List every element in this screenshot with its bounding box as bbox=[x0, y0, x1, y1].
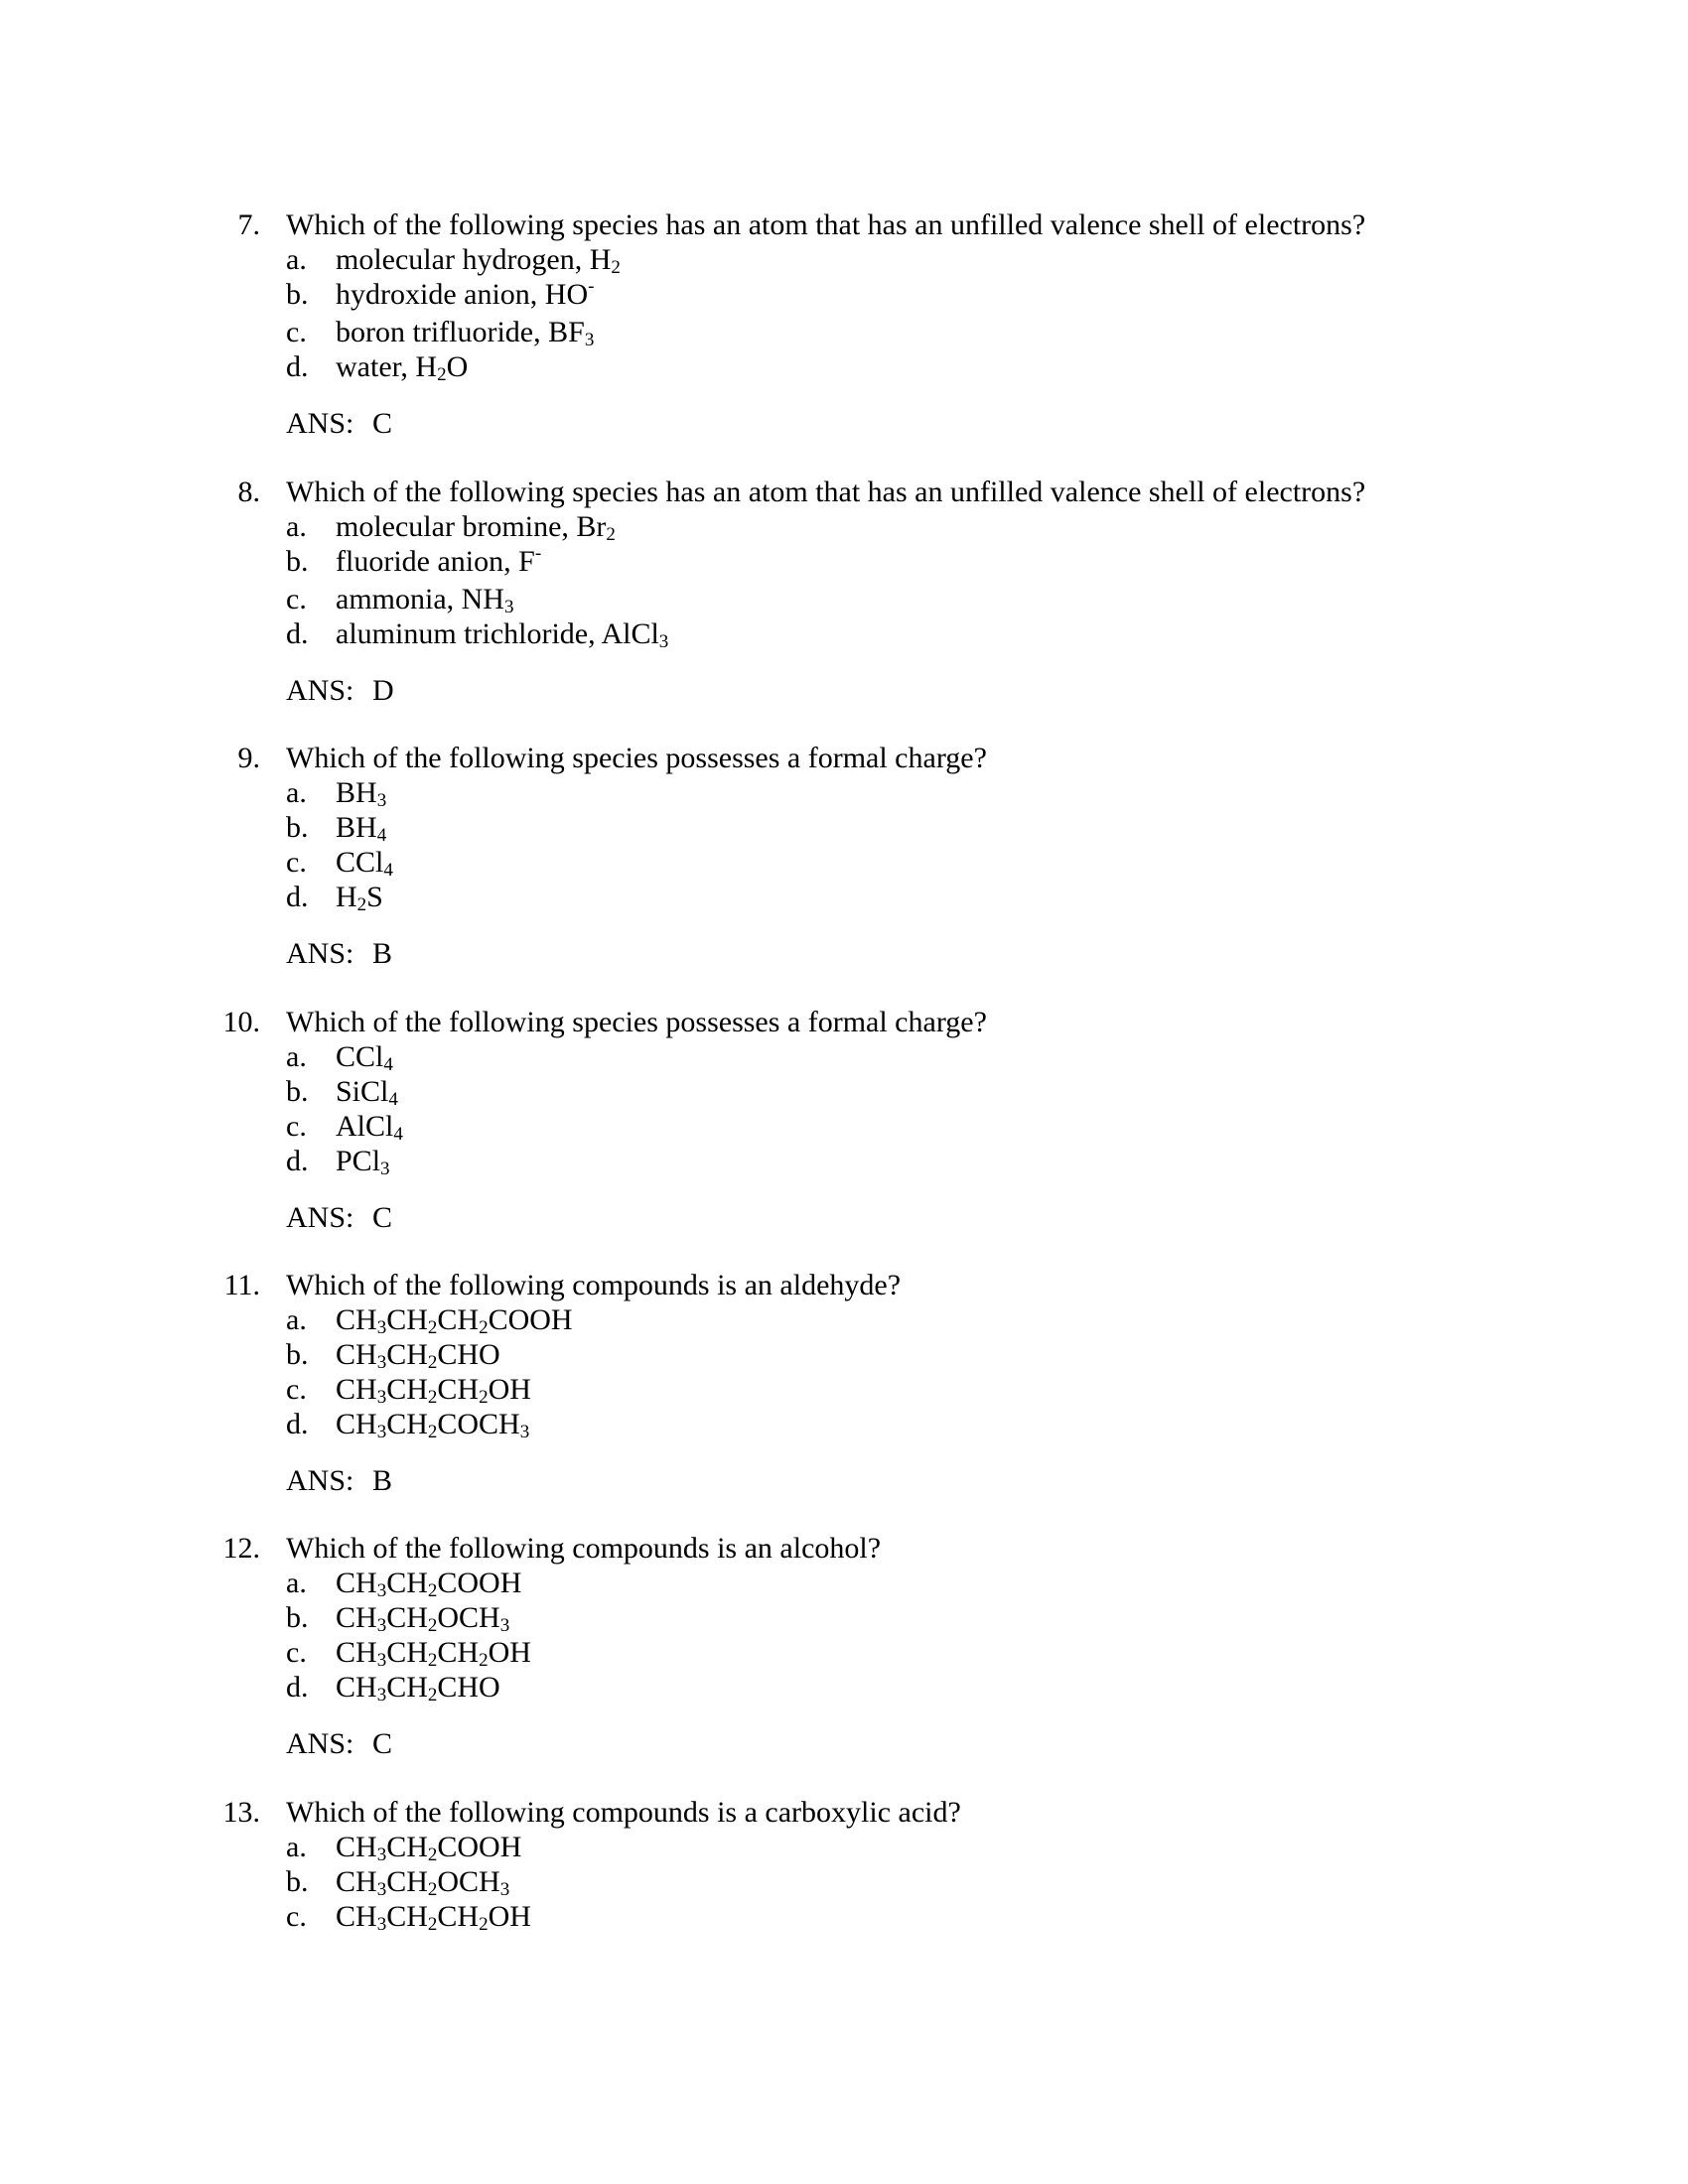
choice-text bbox=[336, 315, 594, 349]
question-text: Which of the following compounds is an aldehyde? bbox=[286, 1269, 902, 1301]
formula-text: CH bbox=[386, 1831, 428, 1863]
answer-value: B bbox=[372, 937, 393, 970]
formula-text: COCH bbox=[437, 1408, 520, 1440]
formula-text: CH bbox=[336, 1601, 377, 1634]
question-9 bbox=[0, 741, 1688, 971]
answer-choice bbox=[0, 1337, 1688, 1372]
question-line bbox=[0, 1531, 1688, 1566]
subscript: 2 bbox=[427, 1387, 438, 1408]
choice-text bbox=[336, 1109, 403, 1144]
answer-value: B bbox=[372, 1464, 393, 1497]
question-number: 11. bbox=[223, 1269, 260, 1301]
choice-letter: b. bbox=[286, 1601, 309, 1634]
subscript: 2 bbox=[606, 524, 616, 545]
answer-choice bbox=[0, 880, 1688, 914]
formula-text: CH bbox=[336, 1831, 377, 1863]
choice-text bbox=[336, 616, 668, 651]
choice-letter: d. bbox=[286, 1408, 309, 1440]
formula-text: fluoride anion, F bbox=[336, 545, 535, 578]
formula-text: molecular hydrogen, H bbox=[336, 243, 612, 276]
formula-text: CH bbox=[437, 1373, 480, 1406]
subscript: 4 bbox=[383, 1054, 393, 1075]
answer-choice bbox=[0, 1109, 1688, 1144]
formula-text: SiCl bbox=[336, 1075, 389, 1108]
choice-text bbox=[336, 1074, 398, 1109]
choice-text bbox=[336, 1864, 509, 1899]
choice-text bbox=[336, 1635, 531, 1670]
formula-text: CH bbox=[386, 1900, 428, 1933]
choice-text bbox=[336, 1566, 521, 1600]
subscript: 3 bbox=[376, 1879, 387, 1900]
answer-key bbox=[0, 1200, 1688, 1235]
answer-label: ANS: bbox=[286, 1201, 354, 1234]
subscript: 3 bbox=[376, 1615, 387, 1636]
answer-choice bbox=[0, 1830, 1688, 1864]
subscript: 3 bbox=[499, 1615, 510, 1636]
formula-text: CHO bbox=[437, 1338, 500, 1371]
formula-text: OH bbox=[488, 1373, 531, 1406]
question-line bbox=[0, 741, 1688, 775]
subscript: 2 bbox=[356, 894, 367, 915]
choice-text bbox=[336, 1144, 390, 1178]
formula-text: CH bbox=[336, 1900, 377, 1933]
formula-text: CCl bbox=[336, 1040, 384, 1073]
formula-text: molecular bromine, Br bbox=[336, 510, 607, 543]
answer-value: C bbox=[372, 1727, 393, 1760]
answer-value: C bbox=[372, 407, 393, 440]
formula-text: PCl bbox=[336, 1145, 381, 1177]
formula-text: boron trifluoride, BF bbox=[336, 316, 585, 348]
formula-text: COOH bbox=[437, 1567, 522, 1599]
formula-text: CH bbox=[336, 1338, 377, 1371]
formula-text: COOH bbox=[437, 1831, 522, 1863]
formula-text: AlCl bbox=[336, 1110, 394, 1143]
question-line bbox=[0, 1268, 1688, 1302]
answer-choice bbox=[0, 1635, 1688, 1670]
choice-text bbox=[336, 880, 383, 914]
answer-choice bbox=[0, 1864, 1688, 1899]
answer-key bbox=[0, 1463, 1688, 1498]
formula-text: OCH bbox=[437, 1865, 500, 1898]
subscript: 2 bbox=[427, 1580, 438, 1601]
answer-key bbox=[0, 673, 1688, 708]
answer-choice bbox=[0, 509, 1688, 544]
choice-text bbox=[336, 509, 616, 544]
formula-text: CH bbox=[386, 1303, 428, 1336]
subscript: 2 bbox=[427, 1844, 438, 1865]
question-number: 13. bbox=[222, 1796, 260, 1829]
formula-text: CH bbox=[437, 1900, 480, 1933]
formula-text: OH bbox=[488, 1900, 531, 1933]
subscript: 3 bbox=[376, 1387, 387, 1408]
formula-text: COOH bbox=[488, 1303, 573, 1336]
answer-choice bbox=[0, 1144, 1688, 1178]
answer-key bbox=[0, 936, 1688, 971]
answer-choice bbox=[0, 1566, 1688, 1600]
answer-choice bbox=[0, 810, 1688, 845]
subscript: 2 bbox=[479, 1914, 489, 1935]
formula-text: BH bbox=[336, 811, 377, 844]
question-line bbox=[0, 1005, 1688, 1039]
question-13 bbox=[0, 1795, 1688, 1934]
formula-text: hydroxide anion, HO bbox=[336, 278, 589, 311]
answer-key bbox=[0, 406, 1688, 441]
answer-choice bbox=[0, 1600, 1688, 1635]
formula-text: CH bbox=[336, 1408, 377, 1440]
subscript: 4 bbox=[393, 1124, 403, 1145]
choice-letter: a. bbox=[286, 1303, 307, 1336]
question-text: Which of the following species has an atom that has an unfilled valence shell of electrons? bbox=[286, 476, 1366, 508]
subscript: 2 bbox=[479, 1650, 489, 1671]
subscript: 3 bbox=[499, 1879, 510, 1900]
choice-text bbox=[336, 1899, 531, 1934]
subscript: 3 bbox=[376, 1317, 387, 1338]
choice-text bbox=[336, 242, 621, 277]
choice-letter: a. bbox=[286, 243, 307, 276]
choice-text bbox=[336, 1039, 393, 1074]
answer-choice bbox=[0, 242, 1688, 277]
choice-text bbox=[336, 1600, 509, 1635]
subscript: 2 bbox=[427, 1650, 438, 1671]
subscript: 3 bbox=[519, 1422, 530, 1442]
subscript: 3 bbox=[376, 1914, 387, 1935]
subscript: 3 bbox=[376, 1685, 387, 1706]
subscript: 2 bbox=[427, 1422, 438, 1442]
formula-text: CH bbox=[437, 1636, 480, 1669]
formula-text: CH bbox=[336, 1865, 377, 1898]
choice-text bbox=[336, 1407, 529, 1441]
question-text: Which of the following compounds is an alcohol? bbox=[286, 1532, 882, 1565]
subscript: 2 bbox=[437, 364, 447, 385]
question-line bbox=[0, 1795, 1688, 1830]
subscript: 3 bbox=[584, 330, 595, 350]
formula-text: CH bbox=[386, 1636, 428, 1669]
question-number: 8. bbox=[237, 476, 260, 508]
question-12 bbox=[0, 1531, 1688, 1761]
subscript: 3 bbox=[658, 631, 669, 652]
choice-letter: c. bbox=[286, 1900, 307, 1933]
formula-text: CH bbox=[386, 1671, 428, 1704]
choice-letter: d. bbox=[286, 350, 309, 383]
formula-text: CH bbox=[336, 1373, 377, 1406]
choice-letter: b. bbox=[286, 1865, 309, 1898]
subscript: 2 bbox=[479, 1387, 489, 1408]
answer-choice bbox=[0, 277, 1688, 315]
formula-text: CH bbox=[336, 1303, 377, 1336]
formula-text: water, H bbox=[336, 350, 438, 383]
choice-text bbox=[336, 775, 386, 810]
choice-text bbox=[336, 349, 468, 384]
question-line bbox=[0, 207, 1688, 242]
subscript: 4 bbox=[376, 825, 387, 846]
formula-text: CH bbox=[386, 1865, 428, 1898]
question-text: Which of the following compounds is a carboxylic acid? bbox=[286, 1796, 961, 1829]
formula-text: S bbox=[366, 881, 383, 913]
formula-text: CH bbox=[386, 1338, 428, 1371]
formula-text: CH bbox=[386, 1408, 428, 1440]
formula-text: CH bbox=[336, 1671, 377, 1704]
formula-text: CH bbox=[336, 1567, 377, 1599]
subscript: 3 bbox=[376, 1844, 387, 1865]
subscript: 3 bbox=[380, 1159, 390, 1179]
choice-letter: b. bbox=[286, 1338, 309, 1371]
formula-text: CH bbox=[386, 1601, 428, 1634]
choice-letter: a. bbox=[286, 510, 307, 543]
choice-letter: b. bbox=[286, 811, 309, 844]
choice-letter: d. bbox=[286, 1145, 309, 1177]
choice-text bbox=[336, 1830, 521, 1864]
choice-text bbox=[336, 810, 386, 845]
choice-text bbox=[336, 582, 513, 616]
choice-letter: a. bbox=[286, 1040, 307, 1073]
answer-label: ANS: bbox=[286, 674, 354, 707]
subscript: 3 bbox=[376, 1650, 387, 1671]
answer-label: ANS: bbox=[286, 1464, 354, 1497]
subscript: 2 bbox=[427, 1615, 438, 1636]
answer-choice bbox=[0, 1670, 1688, 1705]
question-text: Which of the following species possesses a formal charge? bbox=[286, 1006, 987, 1038]
formula-text: CH bbox=[437, 1303, 480, 1336]
answer-choice bbox=[0, 349, 1688, 384]
answer-label: ANS: bbox=[286, 937, 354, 970]
choice-letter: b. bbox=[286, 1075, 309, 1108]
subscript: 4 bbox=[388, 1089, 398, 1110]
choice-letter: c. bbox=[286, 316, 307, 348]
answer-choice bbox=[0, 616, 1688, 651]
question-number: 10. bbox=[222, 1006, 260, 1038]
answer-label: ANS: bbox=[286, 1727, 354, 1760]
subscript: 2 bbox=[479, 1317, 489, 1338]
formula-text: ammonia, NH bbox=[336, 583, 504, 615]
choice-text bbox=[336, 1302, 573, 1337]
question-number: 7. bbox=[237, 208, 260, 241]
choice-text bbox=[336, 845, 393, 880]
answer-choice bbox=[0, 1899, 1688, 1934]
answer-choice bbox=[0, 1074, 1688, 1109]
formula-text: OH bbox=[488, 1636, 531, 1669]
superscript: - bbox=[588, 276, 595, 297]
subscript: 3 bbox=[503, 597, 514, 617]
choice-text bbox=[336, 277, 594, 312]
choice-letter: d. bbox=[286, 881, 309, 913]
question-11 bbox=[0, 1268, 1688, 1498]
formula-text: O bbox=[446, 350, 469, 383]
subscript: 2 bbox=[427, 1914, 438, 1935]
formula-text: CHO bbox=[437, 1671, 500, 1704]
formula-text: aluminum trichloride, AlCl bbox=[336, 617, 659, 650]
subscript: 2 bbox=[611, 257, 621, 278]
question-text: Which of the following species has an atom that has an unfilled valence shell of electrons? bbox=[286, 208, 1366, 241]
subscript: 2 bbox=[427, 1879, 438, 1900]
subscript: 2 bbox=[427, 1685, 438, 1706]
answer-key bbox=[0, 1726, 1688, 1761]
question-number: 9. bbox=[237, 742, 260, 774]
answer-choice bbox=[0, 544, 1688, 582]
formula-text: BH bbox=[336, 776, 377, 809]
subscript: 3 bbox=[376, 1422, 387, 1442]
subscript: 4 bbox=[383, 860, 393, 881]
subscript: 3 bbox=[376, 1352, 387, 1373]
choice-text bbox=[336, 1670, 500, 1705]
choice-letter: a. bbox=[286, 1567, 307, 1599]
answer-choice bbox=[0, 582, 1688, 616]
formula-text: CCl bbox=[336, 846, 384, 879]
answer-choice bbox=[0, 845, 1688, 880]
subscript: 3 bbox=[376, 1580, 387, 1601]
subscript: 2 bbox=[427, 1317, 438, 1338]
choice-letter: d. bbox=[286, 1671, 309, 1704]
subscript: 2 bbox=[427, 1352, 438, 1373]
choice-letter: a. bbox=[286, 1831, 307, 1863]
choice-letter: c. bbox=[286, 846, 307, 879]
formula-text: H bbox=[336, 881, 357, 913]
question-line bbox=[0, 475, 1688, 509]
answer-value: C bbox=[372, 1201, 393, 1234]
choice-letter: a. bbox=[286, 776, 307, 809]
formula-text: CH bbox=[386, 1567, 428, 1599]
question-text: Which of the following species possesses a formal charge? bbox=[286, 742, 987, 774]
choice-text bbox=[336, 544, 541, 579]
choice-letter: d. bbox=[286, 617, 309, 650]
question-number: 12. bbox=[222, 1532, 260, 1565]
choice-letter: b. bbox=[286, 278, 309, 311]
formula-text: CH bbox=[386, 1373, 428, 1406]
choice-letter: c. bbox=[286, 583, 307, 615]
choice-letter: b. bbox=[286, 545, 309, 578]
answer-choice bbox=[0, 1302, 1688, 1337]
choice-letter: c. bbox=[286, 1110, 307, 1143]
subscript: 3 bbox=[376, 790, 387, 811]
question-8 bbox=[0, 475, 1688, 708]
answer-value: D bbox=[372, 674, 394, 707]
answer-choice bbox=[0, 1407, 1688, 1441]
answer-choice bbox=[0, 1372, 1688, 1407]
formula-text: CH bbox=[336, 1636, 377, 1669]
formula-text: OCH bbox=[437, 1601, 500, 1634]
answer-choice bbox=[0, 1039, 1688, 1074]
answer-label: ANS: bbox=[286, 407, 354, 440]
choice-text bbox=[336, 1372, 531, 1407]
question-10 bbox=[0, 1005, 1688, 1235]
answer-choice bbox=[0, 775, 1688, 810]
question-7 bbox=[0, 207, 1688, 441]
choice-letter: c. bbox=[286, 1373, 307, 1406]
superscript: - bbox=[534, 543, 542, 564]
choice-letter: c. bbox=[286, 1636, 307, 1669]
answer-choice bbox=[0, 315, 1688, 349]
choice-text bbox=[336, 1337, 500, 1372]
